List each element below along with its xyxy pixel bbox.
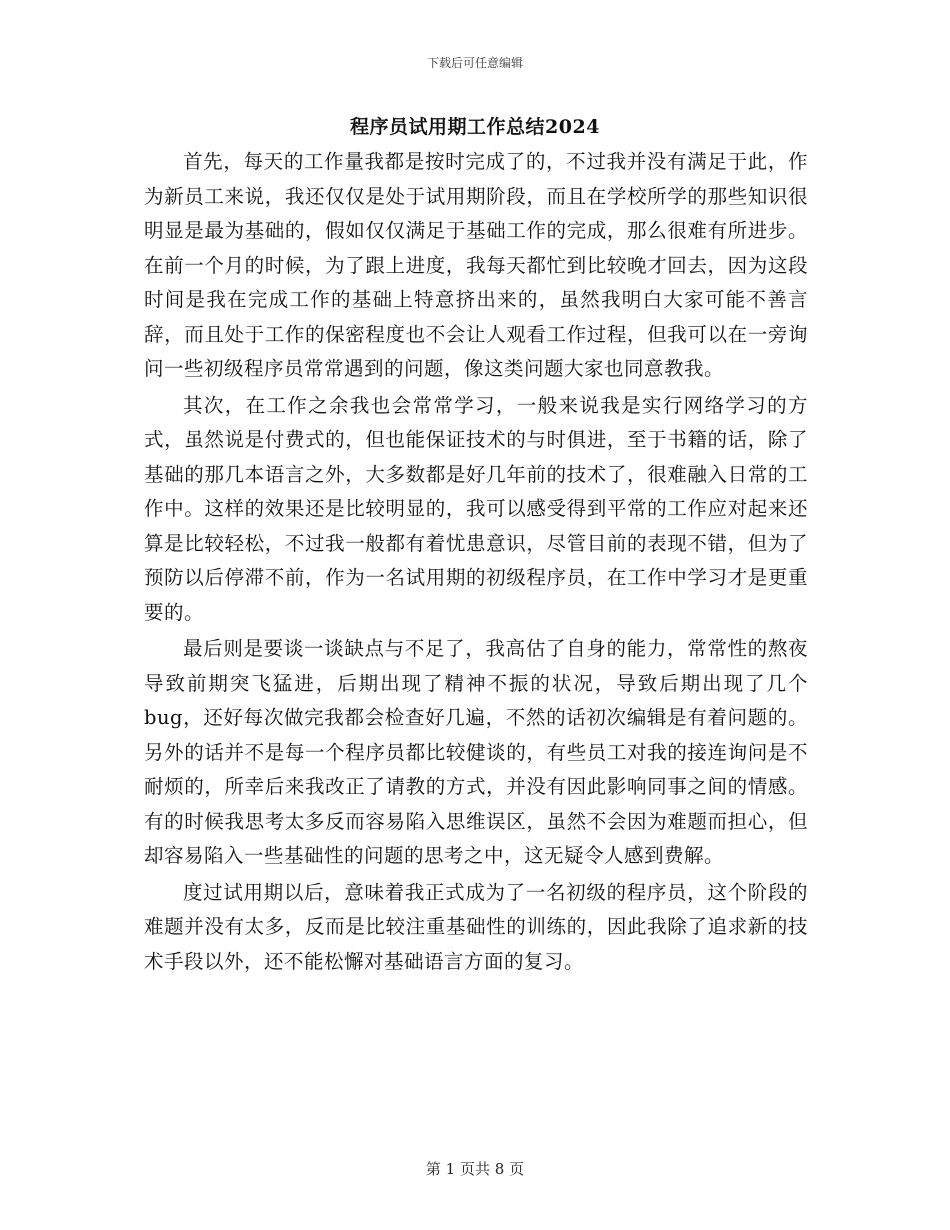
page-number: 第 1 页共 8 页 bbox=[425, 1160, 525, 1178]
paragraph-2: 其次，在工作之余我也会常常学习，一般来说我是实行网络学习的方式，虽然说是付费式的，但也能保证技术的与时俱进，至于书籍的话，除了基础的那几本语言之外，大多数都是好几年前的技术了，很难融入日常的工作中。这样的效果还是比较明显的，我可以感受得到平常的工作应对起来还算是比较轻松，不过我一般都有着忧患意识，尽管目前的表现不错，但为了预防以后停滞不前，作为一名试用期的初级程序员，在工作中学习才是更重要的。 bbox=[144, 393, 808, 624]
paragraph-4: 度过试用期以后，意味着我正式成为了一名初级的程序员，这个阶段的难题并没有太多，反而是比较注重基础性的训练的，因此我除了追求新的技术手段以外，还不能松懈对基础语言方面的复习。 bbox=[144, 880, 808, 973]
header-note: 下载后可任意编辑 bbox=[426, 56, 523, 70]
paragraph-3: 最后则是要谈一谈缺点与不足了，我高估了自身的能力，常常性的熬夜导致前期突飞猛进，后期出现了精神不振的状况，导致后期出现了几个bug，还好每次做完我都会检查好几遍，不然的话初次编辑是有着问题的。另外的话并不是每一个程序员都比较健谈的，有些员工对我的接连询问是不耐烦的，所幸后来我改正了请教的方式，并没有因此影响同事之间的情感。有的时候我思考太多反而容易陷入思维误区，虽然不会因为难题而担心，但却容易陷入一些基础性的问题的思考之中，这无疑令人感到费解。 bbox=[144, 637, 808, 867]
document-title: 程序员试用期工作总结2024 bbox=[350, 116, 600, 138]
paragraph-1: 首先，每天的工作量我都是按时完成了的，不过我并没有满足于此，作为新员工来说，我还仅仅是处于试用期阶段，而且在学校所学的那些知识很明显是最为基础的，假如仅仅满足于基础工作的完成，那么很难有所进步。在前一个月的时候，为了跟上进度，我每天都忙到比较晚才回去，因为这段时间是我在完成工作的基础上特意挤出来的，虽然我明白大家可能不善言辞，而且处于工作的保密程度也不会让人观看工作过程，但我可以在一旁询问一些初级程序员常常遇到的问题，像这类问题大家也同意教我。 bbox=[144, 150, 808, 380]
document-body bbox=[144, 145, 808, 979]
